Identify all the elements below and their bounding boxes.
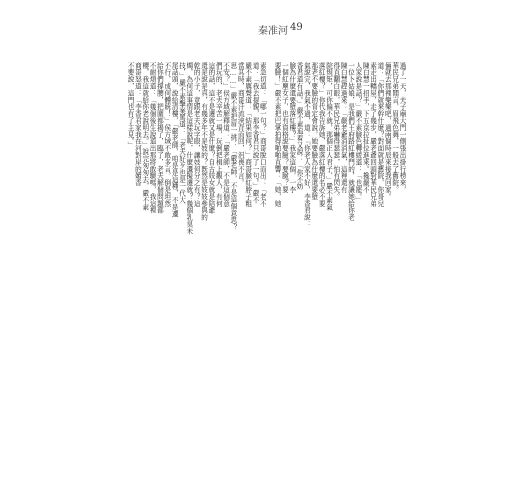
page-number: 49 <box>290 22 303 33</box>
column-gap <box>266 62 273 466</box>
text-column: 華民兄弟聞言，眉飛色舞，一般去了舊院。 <box>390 62 399 194</box>
text-column: 倆就去那裡樂樂吧，過兩個時辰來接我回家。 <box>383 62 392 200</box>
text-column: 不安？」侯方域解釋道：「嚴老師，不是這個意 <box>221 62 230 207</box>
text-column: 櫻，我這就給你老說明去。」說完匆匆去，嚴不素 <box>140 62 149 211</box>
text-column: 還是說是真，有幾多年不是妓的？既然是妓妓參與的 <box>199 62 208 221</box>
text-column: 技，」嚴不素擊案罵道：「老夫好歹也是一代大 <box>177 62 186 204</box>
text-column: 思……」嚴不素把眉一挑：「嚴老師，不是這個意思？ <box>228 62 237 231</box>
text-column: 得直翻白眼，華民兄弟嚇得瑟瑟，怕有閃失。 <box>331 62 340 200</box>
text-column: 陳白慧一招手，下五京拉扯位進來。攙嚴不 <box>361 62 370 194</box>
text-column: 給你們撐腰，把圍都揭了，臨了，老夫解個問題都 <box>155 62 164 214</box>
text-column: 燭，為何這事情是這樣說呢，什麼遷擬遷就？幾個乳臭未 <box>184 62 193 235</box>
text-column: 當其時，商哥汗流浹背而回，沮喪不言。 <box>236 62 245 187</box>
text-column: 那老不要臉的肯定會說，她要臉為什麼還要墮 <box>309 62 318 200</box>
text-column: 這的話，這不是遷就又是什麼？自古妓女就是陪爺 <box>206 62 215 214</box>
text-column: 素急切道：「哪一句？」商哥脫口而出：「老不 <box>258 62 267 207</box>
text-column: 院規矩，可你偏不就，那個正人君子，」嚴不素氣 <box>324 62 333 211</box>
text-column: 不耐煩道：「幾個後生說道出那將敢驗嗎，我這裡 <box>148 62 157 214</box>
text-column: 過了一天，夫子廟大門一側張出掛行榜來， <box>398 62 406 194</box>
page-header <box>0 22 520 38</box>
text-column: 一個紅塵女子，也有資格說要臉？要臉？要 <box>280 62 289 194</box>
text-column: 人家說是話？」嚴不素臉色轉緩道：「也罷。」 <box>353 62 362 204</box>
text-column: 道：「我去提親，那李香君只說了一句。」嚴不 <box>251 62 259 204</box>
text-column: 不行，成何體統！」侯方域不敢多言，倒是坦然 <box>162 62 171 207</box>
text-column: 們玩的，老夫辛苦一場，玩倒把楫上觀人，有何 <box>214 62 223 207</box>
text-column: 素走出轎屋，走了幾步，嚴老爺回頭對華民兄弟 <box>368 62 377 207</box>
text-column: 道：「你們就來幹什麼？對面就是舊院，你哥兒 <box>375 62 384 207</box>
text-column: 一位卜姑娘，是我們王府路紅樓門的，就讓她給你老 <box>346 62 355 221</box>
text-column: 不要說，這門也有了主見。」 <box>126 62 135 149</box>
text-column: 嚴不素厲聲道：「結果如何？」商哥臉紅脖子粗 <box>243 62 252 207</box>
text-column: 乾的小子，竟跟老夫玩字眼，讓妓何分之有？這 <box>192 62 201 207</box>
text-column: 香君道有話。」嚴不素追着又說：「你不妨 <box>295 62 304 190</box>
running-title: 秦准河 <box>258 26 288 37</box>
text-column: 商哥怒道：「李香君家我在河對岸的媚香 <box>133 62 142 187</box>
text-column: 陳白慧趕過來：「嚴老爺消消氣，這裡還有 <box>339 62 348 194</box>
text-column: 氣說完，我氣不過，道：『你老人家不好，李香君說： <box>302 62 311 228</box>
text-column: 要臉！」嚴不素把巴掌拍得啪啪直響：「她，她 <box>273 62 282 207</box>
text-column: 尾話頭，說給清樓，「嚴老師，咱是是這種，不是遷 <box>170 62 179 218</box>
text-column: 臉為什麼還要墮落紅樓？」我家這個，一李 <box>287 62 296 194</box>
text-column: 落紅樓？」你代我告訴她，嚴落紅樓的名必不要 <box>317 62 326 207</box>
